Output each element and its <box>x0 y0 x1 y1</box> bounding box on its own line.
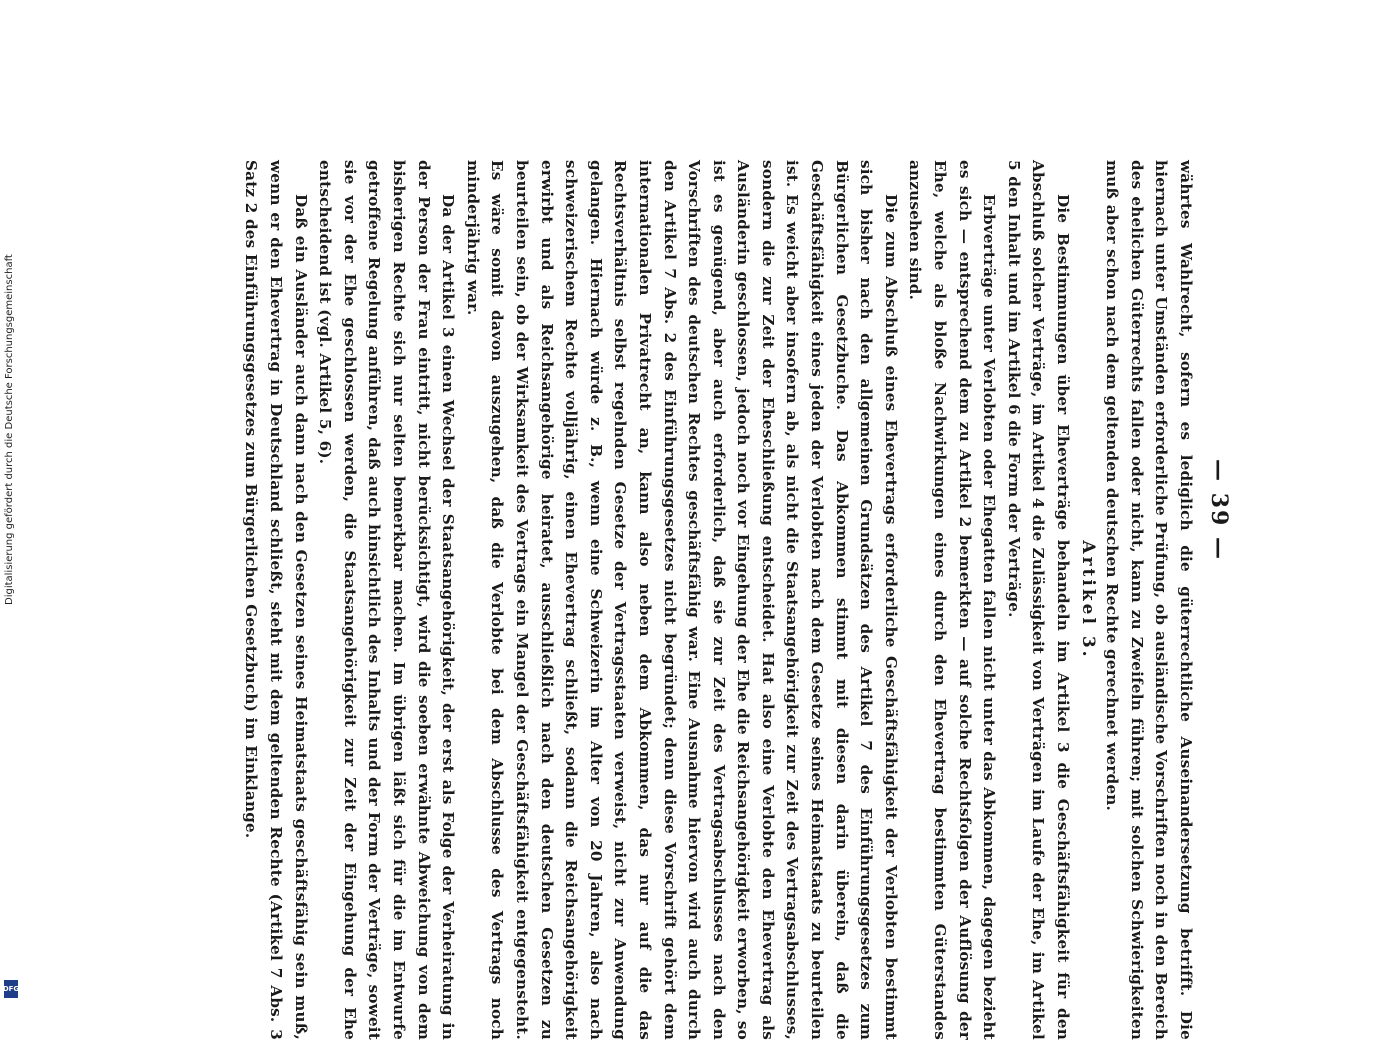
continued-paragraph: währtes Wahlrecht, sofern es lediglich die güterrechtliche Auseinandersetzung betrifft. Die hiernach unter Umständen erforderliche Prüfung, ob ausländische Vorschriften noch in den Bereich des ehelichen Güterrechts fallen oder nicht, kann zu Zweifeln führen; mit solchen Schwierigkeiten muß aber schon nach dem geltenden deutschen Rechte gerechnet werden. <box>1103 160 1195 1040</box>
dfg-logo: DFG <box>4 980 18 998</box>
paragraph-3: Die zum Abschluß eines Ehevertrags erforderliche Geschäftsfähigkeit der Verlobten bestimmt sich bisher nach den allgemeinen Grundsätzen des Artikel 7 des Einführungsgesetzes zum Bürgerlichen Gesetzbuche. Das Abkommen stimmt mit diesen darin überein, daß die Geschäftsfähigkeit eines jeden der Verlobten nach dem Gesetze seines Heimatstaats zu beurteilen ist. Es weicht aber insofern ab, als nicht die Staatsangehörigkeit zur Zeit des Vertragsabschlusses, sondern die zur Zeit der Eheschließung entscheidet. Hat also eine Verlobte den Ehevertrag als Ausländerin geschlossen, jedoch noch vor Eingehung der Ehe die Reichsangehörigkeit erworben, so ist es genügend, aber auch erforderlich, daß sie zur Zeit des Vertragsabschlusses nach den Vorschriften des deutschen Rechtes geschäftsfähig war. Eine Ausnahme hiervon wird auch durch den Artikel 7 Abs. 2 des Einführungsgesetzes nicht begründet; denn diese Vorschrift gehört dem internationalen Privatrecht an, kann also neben dem Abkommen, das nur auf die das Rechtsverhältnis selbst regelnden Gesetze der Vertragsstaaten verweist, nicht zur Anwendung gelangen. Hiernach würde z. B., wenn eine Schweizerin im Alter von 20 Jahren, also nach schweizerischem Rechte volljährig, einen Ehevertrag schließt, sodann die Reichsangehörigkeit erwirbt und als Reichsangehörige heiratet, ausschließlich nach den deutschen Gesetzen zu beurteilen sein, ob der Wirksamkeit des Vertrags ein Mangel der Geschäftsfähigkeit entgegensteht. Es wäre somit davon auszugehen, daß die Verlobte bei dem Abschlusse des Vertrags noch minderjährig war. <box>463 160 900 1040</box>
digitization-credit: Digitalisierung gefördert durch die Deutsche Forschungsgemeinschaft <box>4 254 15 605</box>
paragraph-5: Daß ein Ausländer auch dann nach den Gesetzen seines Heimatstaats geschäftsfähig sein muß, wenn er den Ehevertrag in Deutschland schließt, steht mit dem geltenden Rechte (Artikel 7 Abs. 3 Satz 2 des Einführungsgesetzes zum Bürgerlichen Gesetzbuch) im Einklange. <box>242 160 310 1040</box>
body-text <box>239 160 1198 1040</box>
section-heading: Artikel 3. <box>1077 540 1098 660</box>
paragraph-1: Die Bestimmungen über Eheverträge behandeln im Artikel 3 die Geschäftsfähigkeit für den Abschluß solcher Verträge, im Artikel 4 die Zulässigkeit von Verträgen im Laufe der Ehe, im Artikel 5 den Inhalt und im Artikel 6 die Form der Verträge. <box>1004 160 1073 1040</box>
paragraph-2: Erbverträge unter Verlobten oder Ehegatten fallen nicht unter das Abkommen, dagegen bezieht es sich — entsprechend dem zu Artikel 2 bemerkten — auf solche Rechtsfolgen der Auflösung der Ehe, welche als bloße Nachwirkungen eines durch den Ehevertrag bestimmten Güterstandes anzusehen sind. <box>906 160 999 1040</box>
page-number: — 39 — <box>1206 459 1232 561</box>
paragraph-4: Da der Artikel 3 einen Wechsel der Staatsangehörigkeit, der erst als Folge der Verheiratung in der Person der Frau eintritt, nicht berücksichtigt, wird die soeben erwähnte Abweichung von dem bisherigen Rechte sich nur selten bemerkbar machen. Im übrigen läßt sich für die im Entwurfe getroffene Regelung anführen, daß auch hinsichtlich des Inhalts und der Form der Verträge, soweit sie vor der Ehe geschlossen werden, die Staatsangehörigkeit zur Zeit der Eingehung der Ehe entscheidend ist (vgl. Artikel 5, 6). <box>316 160 458 1040</box>
